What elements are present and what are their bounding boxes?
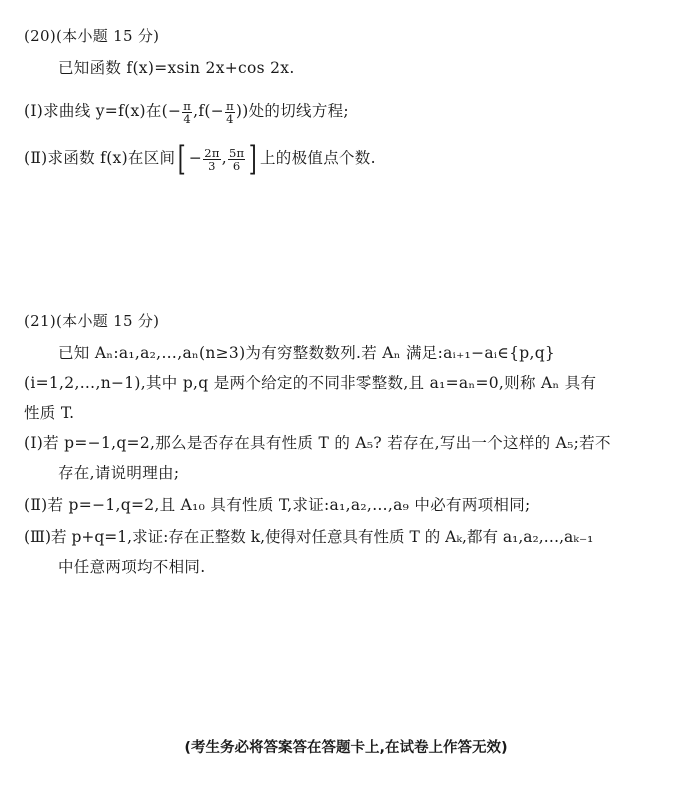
q20-part1-mid: ,f(− [193,102,225,120]
fraction-numerator: π [226,98,234,113]
q20-part1-prefix: (Ⅰ)求曲线 y=f(x)在(− [24,102,182,120]
q20-part2-fraction-1 [203,147,220,172]
q20-part2-prefix: (Ⅱ)求函数 f(x)在区间 [24,149,176,167]
fraction-numerator: 5π [228,145,245,160]
exam-footer-notice: (考生务必将答案答在答题卡上,在试卷上作答无效) [184,740,508,756]
q21-heading: (21)(本小题 15 分) [24,312,160,330]
q21-line-2: (i=1,2,…,n−1),其中 p,q 是两个给定的不同非零整数,且 a₁=aₙ=0,则称 Aₙ 具有 [24,374,597,392]
q21-line-3: 性质 T. [24,404,75,422]
fraction-denominator: 4 [226,111,234,126]
q21-part1-line-2: 存在,请说明理由; [58,464,180,482]
q20-part1 [24,96,349,126]
q20-part1-fraction-2 [225,100,235,125]
q20-part1-suffix: ))处的切线方程; [235,102,349,120]
q21-part2: (Ⅱ)若 p=−1,q=2,且 A₁₀ 具有性质 T,求证:a₁,a₂,…,a₉ 中必有两项相同; [24,496,531,514]
fraction-denominator: 6 [228,159,245,172]
fraction-denominator: 4 [183,111,192,126]
q20-part1-fraction-1 [182,100,192,125]
q20-part2-suffix: 上的极值点个数. [260,149,376,167]
q20-part2-fraction-2 [228,147,245,172]
q20-part2 [24,139,376,179]
q21-part3-line-1: (Ⅲ)若 p+q=1,求证:存在正整数 k,使得对任意具有性质 T 的 Aₖ,都有 a₁,a₂,…,aₖ₋₁ [24,528,594,546]
q21-part3-line-2: 中任意两项均不相同. [58,558,206,576]
fraction-numerator: 2π [204,145,220,160]
q21-part1-line-1: (Ⅰ)若 p=−1,q=2,那么是否存在具有性质 T 的 A₅? 若存在,写出一个这样的 A₅;若不 [24,434,611,452]
right-bracket: ] [249,139,258,179]
left-bracket: [ [178,139,187,179]
q20-heading: (20)(本小题 15 分) [24,27,160,45]
q20-intro: 已知函数 f(x)=xsin 2x+cos 2x. [58,59,295,77]
fraction-denominator: 3 [203,159,220,172]
fraction-numerator: π [183,98,192,113]
negative-sign: − [188,149,203,167]
q21-line-1: 已知 Aₙ:a₁,a₂,…,aₙ(n≥3)为有穷整数数列.若 Aₙ 满足:aᵢ₊₁−aᵢ∈{p,q} [58,344,556,362]
comma: , [221,149,227,167]
